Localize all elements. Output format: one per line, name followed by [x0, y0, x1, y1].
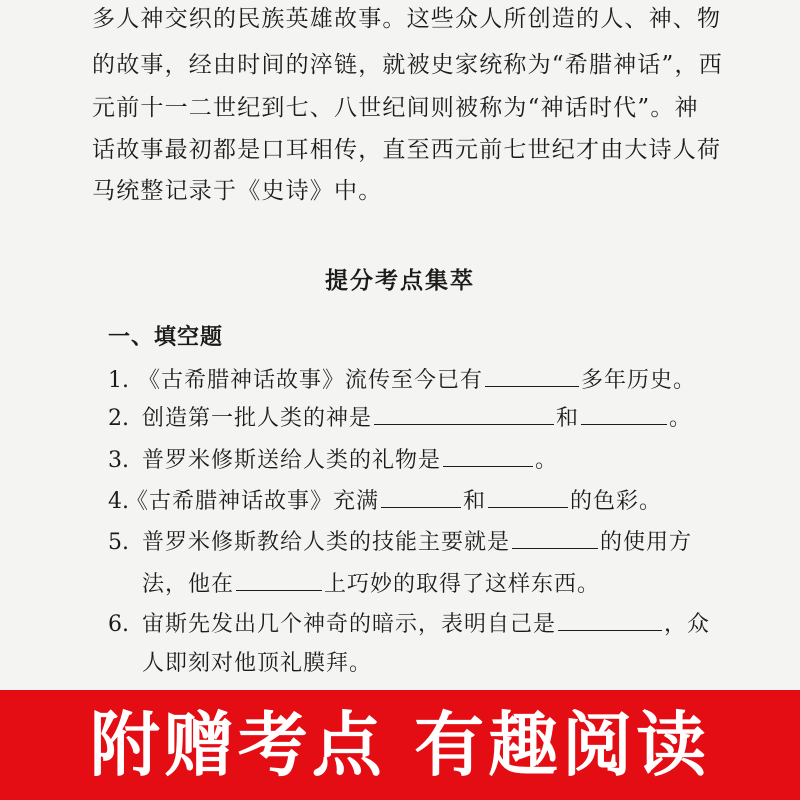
answer-blank	[488, 487, 568, 508]
answer-blank	[512, 528, 598, 549]
answer-blank	[581, 404, 667, 425]
answer-blank	[236, 570, 322, 591]
paragraph-line: 多人神交织的民族英雄故事。这些众人所创造的人、神、物	[92, 6, 722, 32]
question-text: 和	[556, 406, 580, 431]
question-text: 普罗米修斯送给人类的礼物是	[142, 448, 442, 473]
question-number: 6.	[108, 612, 129, 637]
question-6-continued: 人即刻对他顶礼膜拜。	[142, 651, 373, 676]
paragraph-line: 马统整记录于《史诗》中。	[92, 178, 383, 204]
subheading: 一、填空题	[108, 324, 224, 350]
question-number: 5.	[108, 530, 129, 555]
question-number: 1.	[108, 368, 129, 393]
paragraph-line: 的故事，经由时间的淬链，就被史家统称为“希腊神话”，西	[92, 52, 723, 78]
question-text: 的使用方	[600, 530, 693, 555]
question-2	[142, 404, 692, 433]
question-text: 和	[463, 489, 487, 514]
question-3	[142, 446, 558, 475]
question-text: 宙斯先发出几个神奇的暗示，表明自己是	[142, 612, 557, 637]
question-text: 多年历史。	[581, 368, 697, 393]
section-title: 提分考点集萃	[325, 267, 475, 294]
question-text: 创造第一批人类的神是	[142, 406, 373, 431]
answer-blank	[374, 404, 554, 425]
question-text: 的色彩。	[570, 489, 663, 514]
question-6	[142, 610, 710, 639]
answer-blank	[381, 487, 461, 508]
question-text: 《古希腊神话故事》充满	[126, 489, 380, 514]
answer-blank	[485, 366, 579, 387]
question-5-continued	[142, 570, 600, 599]
question-4	[126, 487, 662, 516]
question-text: 。	[669, 406, 693, 431]
question-5	[142, 528, 692, 557]
paragraph-line: 话故事最初都是口耳相传，直至西元前七世纪才由大诗人荷	[92, 137, 722, 163]
question-number: 2.	[108, 406, 129, 431]
question-text: 《古希腊神话故事》流传至今已有	[138, 368, 484, 393]
question-text: 普罗米修斯教给人类的技能主要就是	[142, 530, 511, 555]
answer-blank	[558, 610, 662, 631]
question-number: 4.	[108, 489, 129, 514]
answer-blank	[443, 446, 533, 467]
question-text: 法，他在	[142, 572, 235, 597]
question-number: 3.	[108, 448, 129, 473]
paragraph-line: 元前十一二世纪到七、八世纪间则被称为“神话时代”。神	[92, 95, 699, 121]
question-text: 上巧妙的取得了这样东西。	[324, 572, 601, 597]
promo-banner-text: 附赠考点 有趣阅读	[89, 704, 711, 786]
question-1	[138, 366, 696, 395]
question-text: ，众	[664, 612, 711, 637]
promo-banner	[0, 690, 800, 800]
question-text: 。	[535, 448, 559, 473]
